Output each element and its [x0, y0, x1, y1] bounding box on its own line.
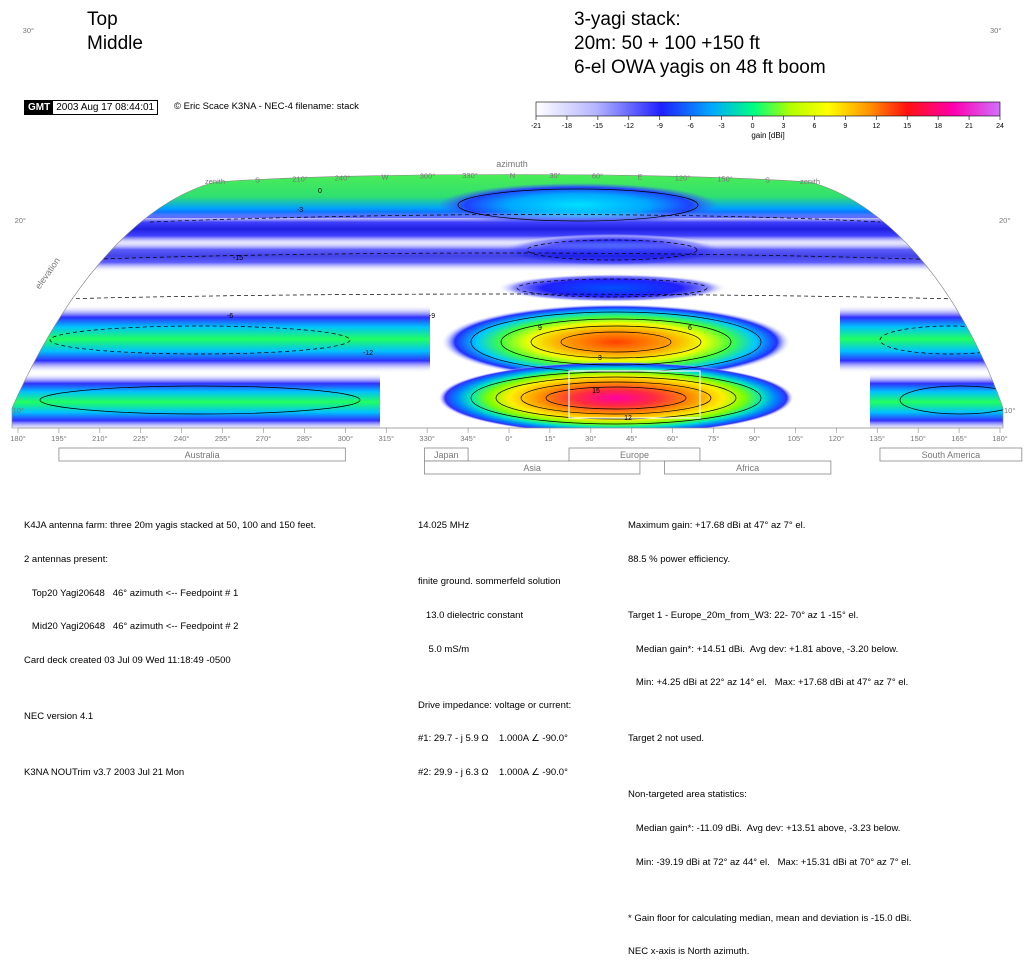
- info-line: finite ground. sommerfeld solution: [418, 576, 561, 588]
- info-column-antenna: [24, 498, 316, 789]
- gmt-time: 2003 Aug 17 08:44:01: [56, 102, 155, 113]
- header-right-line: 3-yagi stack:: [574, 9, 681, 30]
- colorbar-tick-label: 3: [781, 123, 786, 130]
- colorbar-tick-label: 21: [965, 123, 973, 130]
- colorbar-tick-label: -18: [561, 123, 572, 130]
- colorbar-tick-label: -6: [687, 123, 694, 130]
- info-column-statistics: [628, 498, 912, 969]
- info-line: Min: -39.19 dBi at 72° az 44° el. Max: +15.31 dBi at 70° az 7° el.: [628, 856, 912, 868]
- contour-label: -3: [296, 207, 304, 214]
- contour-label: 6: [688, 325, 692, 332]
- elevation-tick-label-right: 10°: [1004, 406, 1016, 415]
- azimuth-tick-label: 120°: [828, 434, 845, 443]
- azimuth-tick-label: 270°: [255, 434, 272, 443]
- azimuth-tick-label: 90°: [748, 434, 761, 443]
- azimuth-tick-label: 255°: [214, 434, 231, 443]
- azimuth-tick-label: 225°: [132, 434, 149, 443]
- elevation-tick-label-right: 20°: [999, 216, 1011, 225]
- top-azimuth-tick-label: 60°: [591, 171, 604, 181]
- azimuth-tick-label: 315°: [378, 434, 395, 443]
- colorbar-tick-label: 6: [812, 123, 817, 130]
- info-column-ground: [418, 498, 571, 789]
- top-azimuth-tick-label: 120°: [674, 173, 691, 183]
- colorbar-tick-label: -3: [718, 123, 725, 130]
- azimuth-tick-label: 30°: [585, 434, 597, 443]
- elevation-tick-label-left: 20°: [14, 216, 26, 225]
- side-band-right-upper: [840, 305, 1024, 373]
- azimuth-tick-label: 285°: [296, 434, 313, 443]
- azimuth-tick-label: 135°: [869, 434, 886, 443]
- lobe-40-elevation: [497, 274, 727, 302]
- info-line: Mid20 Yagi20648 46° azimuth <-- Feedpoint # 2: [24, 621, 239, 633]
- elevation-tick-label-right: 30°: [990, 26, 1002, 35]
- azimuth-tick-label: 45°: [626, 434, 638, 443]
- region-label: Asia: [523, 463, 541, 473]
- azimuth-axis-label: azimuth: [496, 159, 528, 169]
- colorbar-tick-label: 24: [996, 123, 1004, 130]
- azimuth-tick-label: 60°: [666, 434, 679, 443]
- colorbar-tick-label: -12: [623, 123, 634, 130]
- colorbar-tick-label: 9: [843, 123, 848, 130]
- contour-label: 9: [538, 325, 542, 332]
- azimuth-tick-label: 75°: [707, 434, 720, 443]
- side-band-left-lower: [0, 373, 380, 431]
- azimuth-tick-label: 0°: [505, 434, 513, 443]
- contour-label: -15: [232, 255, 244, 262]
- contour-label: 15: [592, 388, 600, 395]
- info-line: Maximum gain: +17.68 dBi at 47° az 7° el.: [628, 520, 806, 532]
- top-azimuth-tick-label: E: [637, 172, 643, 182]
- info-line: 14.025 MHz: [418, 520, 470, 532]
- region-boxes: [59, 448, 1022, 474]
- top-azimuth-tick-label: zenith: [204, 177, 226, 186]
- top-azimuth-tick-label: 300°: [419, 171, 436, 181]
- info-line: Target 2 not used.: [628, 733, 705, 745]
- info-line: Median gain*: +14.51 dBi. Avg dev: +1.81 above, -3.20 below.: [628, 643, 899, 655]
- azimuth-tick-label: 15°: [544, 434, 556, 443]
- region-label: Europe: [619, 450, 649, 460]
- elevation-tick-label-left: 10°: [12, 406, 24, 415]
- info-line: NEC x-axis is North azimuth.: [628, 946, 750, 958]
- info-line: Median gain*: -11.09 dBi. Avg dev: +13.51 above, -3.23 below.: [628, 822, 901, 834]
- colorbar-label: gain [dBi]: [751, 131, 785, 140]
- info-line: Top20 Yagi20648 46° azimuth <-- Feedpoint # 1: [24, 587, 239, 599]
- colorbar-tick-label: 15: [903, 123, 912, 130]
- top-azimuth-tick-label: 240°: [334, 173, 351, 183]
- elevation-axis-label: elevation: [33, 255, 62, 291]
- info-line: Target 1 - Europe_20m_from_W3: 22- 70° az 1 -15° el.: [628, 610, 859, 622]
- colorbar-tick-label: -15: [592, 123, 603, 130]
- header-left-line: Top: [87, 9, 118, 30]
- azimuth-tick-label: 330°: [419, 434, 435, 443]
- azimuth-tick-label: 195°: [51, 434, 67, 443]
- bottom-azimuth-ticks: [10, 428, 1008, 443]
- contour-label: 3: [598, 355, 602, 362]
- azimuth-tick-label: 180°: [992, 434, 1008, 443]
- info-line: 13.0 dielectric constant: [418, 610, 524, 622]
- azimuth-tick-label: 300°: [337, 434, 354, 443]
- info-line: 88.5 % power efficiency.: [628, 554, 731, 566]
- info-line: Min: +4.25 dBi at 22° az 14° el. Max: +17.68 dBi at 47° az 7° el.: [628, 677, 909, 689]
- colorbar-fill: [536, 102, 1000, 116]
- colorbar-tick-label: -9: [656, 123, 663, 130]
- info-line: NEC version 4.1: [24, 710, 94, 722]
- top-azimuth-tick-label: S: [764, 175, 771, 185]
- info-line: Card deck created 03 Jul 09 Wed 11:18:49 -0500: [24, 654, 231, 666]
- azimuth-tick-label: 345°: [460, 434, 476, 443]
- info-line: 2 antennas present:: [24, 554, 108, 566]
- top-azimuth-tick-label: 150°: [717, 174, 733, 184]
- colorbar-tick-label: 0: [750, 123, 755, 130]
- colorbar: [531, 102, 1004, 140]
- info-line: Non-targeted area statistics:: [628, 789, 747, 801]
- colorbar-ticks: [531, 116, 1004, 130]
- region-label: Japan: [433, 450, 459, 460]
- info-line: Drive impedance: voltage or current:: [418, 699, 572, 711]
- contour-label: 12: [624, 415, 632, 422]
- azimuth-tick-label: 210°: [92, 434, 108, 443]
- colorbar-tick-label: 12: [872, 123, 881, 130]
- top-azimuth-tick-label: zenith: [799, 177, 821, 186]
- info-line: * Gain floor for calculating median, mean and deviation is -15.0 dBi.: [628, 912, 912, 924]
- elevation-tick-label-left: 30°: [22, 26, 34, 35]
- contour-label: 0: [318, 188, 322, 195]
- heatmap-area: [0, 170, 1024, 434]
- azimuth-tick-label: 150°: [910, 434, 926, 443]
- info-line: #2: 29.9 - j 6.3 Ω 1.000A ∠ -90.0°: [418, 766, 568, 778]
- colorbar-tick-label: 18: [934, 123, 943, 130]
- band-50-elevation: [0, 240, 1024, 272]
- header-right-line: 20m: 50 + 100 +150 ft: [574, 33, 760, 54]
- gmt-tag: GMT: [25, 101, 53, 114]
- region-label: South America: [921, 450, 981, 460]
- contour-label: -9: [428, 313, 436, 320]
- top-azimuth-tick-label: 30°: [549, 171, 561, 181]
- credit-line: © Eric Scace K3NA - NEC-4 filename: stack: [174, 101, 359, 112]
- header-left-line: Middle: [87, 33, 143, 54]
- top-azimuth-tick-label: N: [509, 171, 516, 180]
- azimuth-tick-label: 165°: [951, 434, 967, 443]
- top-azimuth-tick-label: W: [381, 172, 389, 182]
- info-line: #1: 29.7 - j 5.9 Ω 1.000A ∠ -90.0°: [418, 733, 568, 745]
- side-band-left-upper: [0, 305, 430, 373]
- top-azimuth-tick-label: 210°: [292, 174, 308, 184]
- region-label: Africa: [736, 463, 760, 473]
- azimuth-tick-label: 105°: [787, 434, 804, 443]
- lobe-7-elevation: [438, 362, 794, 434]
- header-right-line: 6-el OWA yagis on 48 ft boom: [574, 57, 826, 78]
- top-azimuth-tick-label: 330°: [462, 171, 478, 181]
- top-azimuth-tick-label: S: [254, 175, 261, 185]
- azimuth-tick-label: 180°: [10, 434, 26, 443]
- info-line: K4JA antenna farm: three 20m yagis stacked at 50, 100 and 150 feet.: [24, 520, 317, 532]
- info-line: K3NA NOUTrim v3.7 2003 Jul 21 Mon: [24, 766, 185, 778]
- azimuth-tick-label: 240°: [173, 434, 190, 443]
- info-line: 5.0 mS/m: [418, 643, 470, 655]
- contour-label: -6: [226, 313, 234, 320]
- contour-label: -12: [362, 350, 374, 357]
- region-label: Australia: [184, 450, 220, 460]
- colorbar-tick-label: -21: [530, 123, 542, 130]
